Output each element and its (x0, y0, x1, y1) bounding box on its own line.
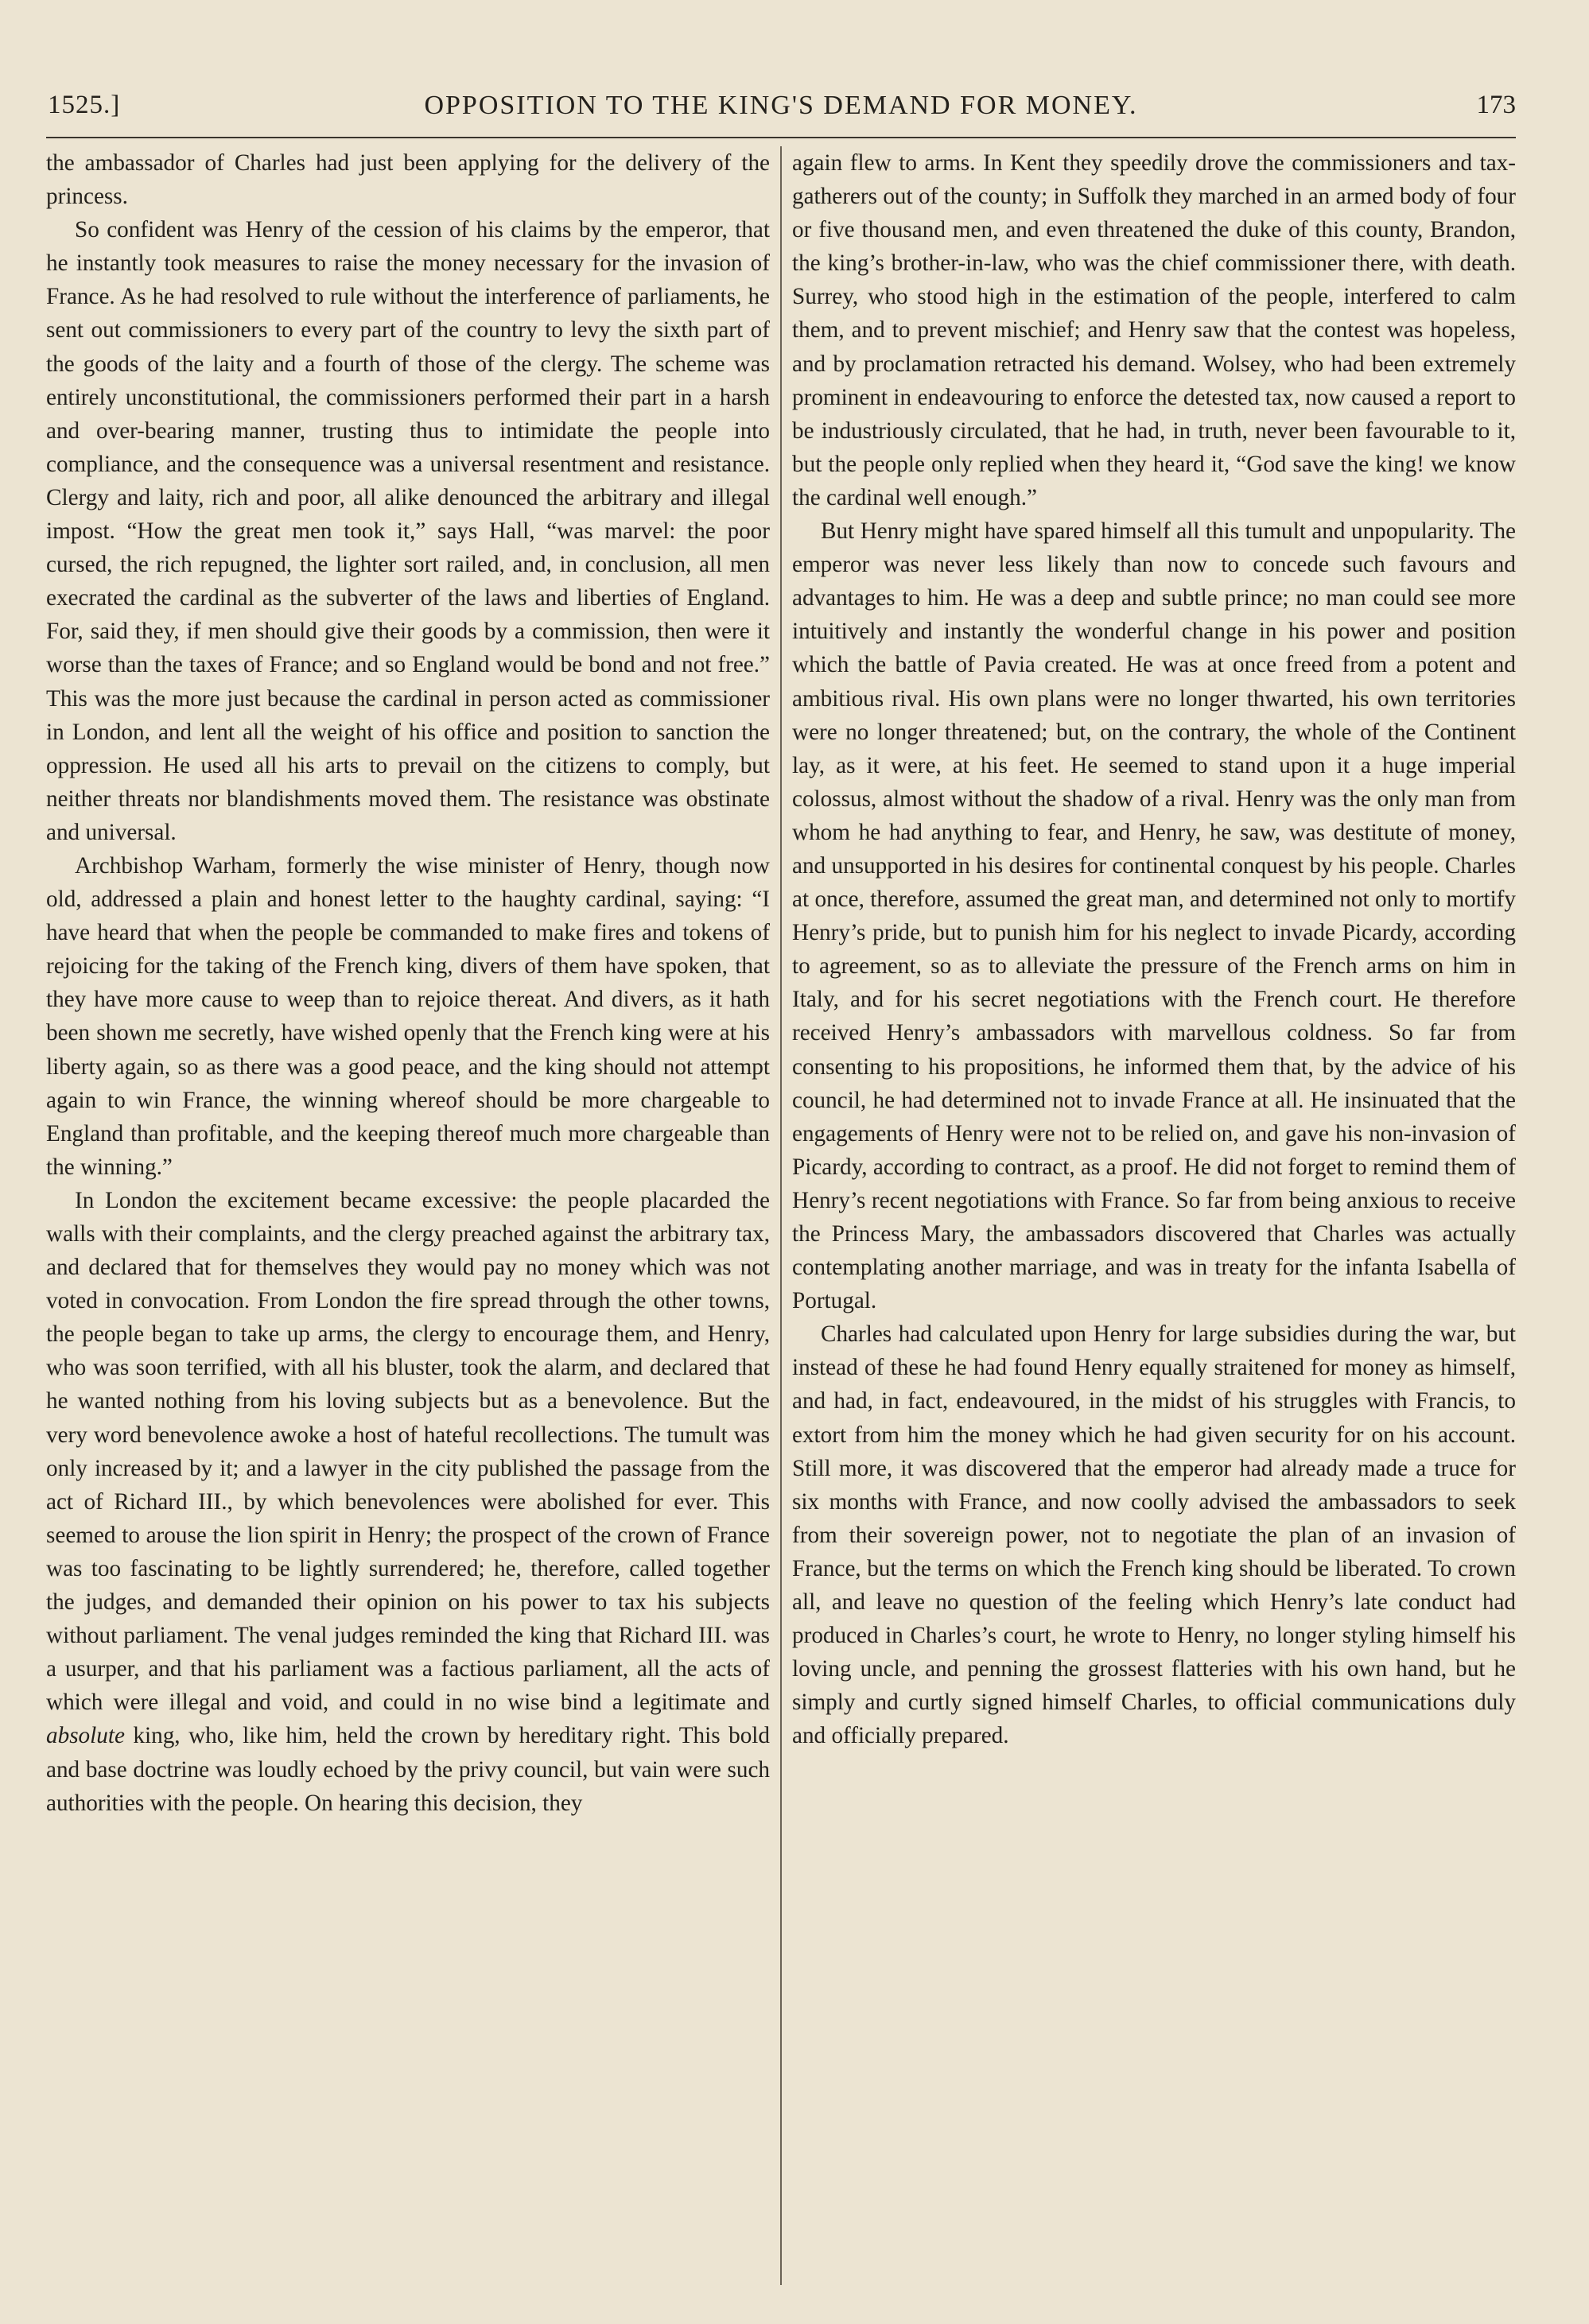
paragraph-text: In London the excitement became excessive: the people placarded the walls with their complaints, and the clergy preached against the arbitrary tax, and declared that for themselves they would pay no money which was not voted in convocation. From London the fire spread through the other towns, the people began to take up arms, the clergy to encourage them, and Henry, who was soon terrified, with all his bluster, took the alarm, and declared that he wanted nothing from his loving subjects but as a benevolence. But the very word benevolence awoke a host of hateful recollections. The tumult was only increased by it; and a lawyer in the city published the passage from the act of Richard III., by which benevolences were abolished for ever. This seemed to arouse the lion spirit in Henry; the prospect of the crown of France was too fascinating to be lightly surrendered; he, therefore, called together the judges, and demanded their opinion on his power to tax his subjects without parliament. The venal judges reminded the king that Richard III. was a usurper, and that his parliament was a factious parliament, all the acts of which were illegal and void, and could in no wise bind a legitimate and (46, 1187, 770, 1716)
header-title: OPPOSITION TO THE KING'S DEMAND FOR MONEY. (424, 91, 1138, 120)
header-year: 1525.] (48, 91, 121, 119)
italic-word: absolute (46, 1723, 125, 1749)
paragraph: So confident was Henry of the cession of his claims by the emperor, that he instantly took measures to raise the money necessary for the invasion of France. As he had resolved to rule without the interference of parliaments, he sent out commissioners to every part of the country to levy the sixth part of the goods of the laity and a fourth of those of the clergy. The scheme was entirely unconstitutional, the commissioners performed their part in a harsh and over-bearing manner, trusting thus to intimidate the people into compliance, and the consequence was a universal resentment and resistance. Clergy and laity, rich and poor, all alike denounced the arbitrary and illegal impost. “How the great men took it,” says Hall, “was marvel: the poor cursed, the rich repugned, the lighter sort railed, and, in conclusion, all men execrated the cardinal as the subverter of the laws and liberties of England. For, said they, if men should give their goods by a commission, then were it worse than the taxes of France; and so England would be bond and not free.” This was the more just because the cardinal in person acted as commissioner in London, and lent all the weight of his office and position to sanction the oppression. He used all his arts to prevail on the citizens to comply, but neither threats nor blandishments moved them. The resistance was obstinate and universal. (46, 217, 770, 845)
paragraph: again flew to arms. In Kent they speedily drove the commissioners and tax-gatherers out of the county; in Suffolk they marched in an armed body of four or five thousand men, and even threatened the duke of this county, Brandon, the king’s brother-in-law, who was the chief commissioner there, with death. Surrey, who stood high in the estimation of the people, interfered to calm them, and to prevent mischief; and Henry saw that the contest was hopeless, and by proclamation retracted his demand. Wolsey, who had been extremely prominent in endeavouring to enforce the detested tax, now caused a report to be industriously circulated, that he had, in truth, never been favourable to it, but the people only replied when they heard it, “God save the king! we know the cardinal well enough.” (792, 150, 1516, 510)
left-column (46, 146, 770, 2285)
page-number: 173 (1476, 91, 1516, 119)
paragraph-text: king, who, like him, held the crown by hereditary right. This bold and base doctrine was loudly echoed by the privy council, but vain were such authorities with the people. On hearing this decision, they (46, 1723, 770, 1816)
paragraph: the ambassador of Charles had just been applying for the delivery of the princess. (46, 150, 770, 210)
paragraph: Archbishop Warham, formerly the wise minister of Henry, though now old, addressed a plain and honest letter to the haughty cardinal, saying: “I have heard that when the people be commanded to make fires and tokens of rejoicing for the taking of the French king, divers of them have spoken, that they have more cause to weep than to rejoice thereat. And divers, as it hath been shown me secretly, have wished openly that the French king were at his liberty again, so as there was a good peace, and the king should not attempt again to win France, the winning whereof should be more chargeable to England than profitable, and the keeping thereof much more chargeable than the winning.” (46, 852, 770, 1180)
paragraph: Charles had calculated upon Henry for large subsidies during the war, but instead of these he had found Henry equally straitened for money as himself, and had, in fact, endeavoured, in the midst of his struggles with Francis, to extort from him the money which he had given security for on his account. Still more, it was discovered that the emperor had already made a truce for six months with France, and now coolly advised the ambassadors to seek from their sovereign power, not to negotiate the plan of an invasion of France, but the terms on which the French king should be liberated. To crown all, and leave no question of the feeling which Henry’s late conduct had produced in Charles’s court, he wrote to Henry, no longer styling himself his loving uncle, and penning the grossest flatteries with his own hand, but he simply and curtly signed himself Charles, to official communications duly and officially prepared. (792, 1321, 1516, 1749)
text-columns (46, 146, 1516, 2285)
running-header (46, 80, 1516, 138)
paragraph (46, 1184, 770, 1820)
right-column (792, 146, 1516, 2285)
page (46, 80, 1516, 2290)
paragraph: But Henry might have spared himself all this tumult and unpopularity. The emperor was never less likely than now to concede such favours and advantages to him. He was a deep and subtle prince; no man could see more intuitively and instantly the wonderful change in his power and position which the battle of Pavia created. He was at once freed from a potent and ambitious rival. His own plans were no longer thwarted, his own territories were no longer threatened; but, on the contrary, the whole of the Continent lay, as it were, at his feet. He seemed to stand upon it a huge imperial colossus, almost without the shadow of a rival. Henry was the only man from whom he had anything to fear, and Henry, he saw, was destitute of money, and unsupported in his desires for continental conquest by his people. Charles at once, therefore, assumed the great man, and determined not only to mortify Henry’s pride, but to punish him for his neglect to invade Picardy, according to agreement, so as to alleviate the pressure of the French arms on him in Italy, and for his secret negotiations with the French court. He therefore received Henry’s ambassadors with marvellous coldness. So far from consenting to his propositions, he informed them that, by the advice of his council, he had determined not to invade France at all. He insinuated that the engagements of Henry were not to be relied on, and gave his non-invasion of Picardy, according to contract, as a proof. He did not forget to remind them of Henry’s recent negotiations with France. So far from being anxious to receive the Princess Mary, the ambassadors discovered that Charles was actually contemplating another marriage, and was in treaty for the infanta Isabella of Portugal. (792, 518, 1516, 1314)
column-divider (780, 146, 782, 2285)
